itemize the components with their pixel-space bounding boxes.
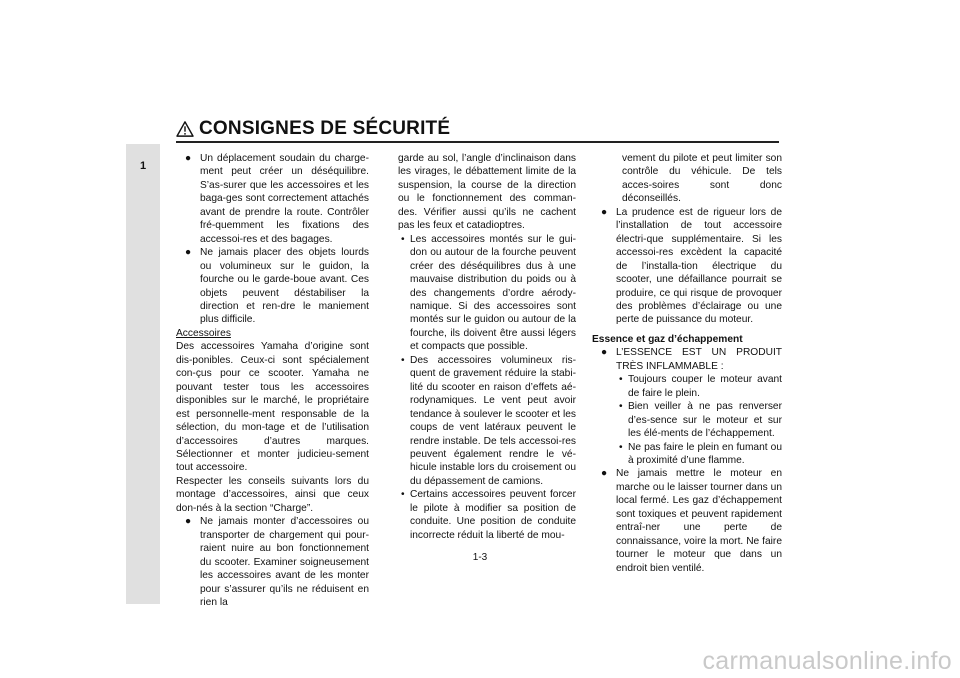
bullet-dot-icon: ● bbox=[601, 206, 608, 218]
sub-bullet-text: Toujours couper le moteur avant de faire le plein. bbox=[628, 374, 782, 399]
bullet-item bbox=[592, 206, 782, 327]
bullet-text: Ne jamais placer des objets lourds ou volumineux sur le guidon, la fourche ou le garde-boue avant. Ces objets peuvent déstabiliser la direction et ren-dre le maniement plus difficile. bbox=[200, 247, 369, 326]
sub-bullet-text: Ne pas faire le plein en fumant ou à proximité d’une flamme. bbox=[628, 441, 782, 466]
sub-bullet-item bbox=[398, 233, 576, 354]
chapter-tab-number: 1 bbox=[139, 160, 147, 172]
sub-bullet-icon: • bbox=[401, 233, 405, 245]
bullet-item bbox=[592, 346, 782, 373]
sub-bullet-item bbox=[592, 441, 782, 468]
page-header bbox=[176, 118, 450, 140]
section-heading-accessoires: Accessoires bbox=[176, 327, 231, 339]
sub-bullet-icon: • bbox=[619, 374, 623, 386]
paragraph: garde au sol, l’angle d’inclinaison dans les virages, le débattement limite de la suspension, la course de la direction ou le fonctionnement des comman-des. Vérifier aussi qu’ils ne cachent pas les feux et catadioptres. bbox=[398, 153, 576, 232]
bullet-dot-icon: ● bbox=[185, 153, 192, 164]
bullet-dot-icon: ● bbox=[185, 516, 192, 528]
column-1 bbox=[176, 152, 369, 609]
column-3 bbox=[592, 152, 782, 575]
bullet-item bbox=[176, 246, 369, 327]
sub-bullet-icon: • bbox=[619, 441, 623, 453]
paragraph: Respecter les conseils suivants lors du montage d’accessoires, ainsi que ceux don-nés à la section “Charge”. bbox=[176, 475, 369, 514]
page-number: 1-3 bbox=[472, 552, 488, 563]
warning-triangle-icon bbox=[176, 121, 194, 137]
bullet-dot-icon: ● bbox=[601, 468, 608, 480]
bullet-text: Ne jamais mettre le moteur en marche ou le laisser tourner dans un local fermé. Les gaz d’échappement sont toxiques et peuvent rapidement entraî-ner une perte de connaissance, voire la mort. Ne faire tourner le moteur que dans un endroit bien ventilé. bbox=[616, 468, 782, 574]
sub-bullet-icon: • bbox=[619, 401, 623, 413]
header-rule bbox=[176, 141, 779, 143]
page-title: CONSIGNES DE SÉCURITÉ bbox=[199, 118, 451, 139]
sub-bullet-item bbox=[398, 354, 576, 489]
bullet-text: Un déplacement soudain du charge-ment peut créer un déséquilibre. S’as-surer que les accessoires et les baga-ges sont correctement attachés avant de prendre la route. Contrôler fré-quemment les fixations des accessoi-res et des bagages. bbox=[200, 153, 369, 245]
bullet-dot-icon: ● bbox=[601, 347, 608, 359]
bullet-dot-icon: ● bbox=[185, 247, 192, 259]
sub-bullet-icon: • bbox=[401, 489, 405, 501]
bullet-item bbox=[176, 152, 369, 246]
bullet-text: La prudence est de rigueur lors de l’installation de tout accessoire électri-que supplémentaire. Si les accessoi-res excèdent la capacité de l’installa-tion électrique du scooter, une défaillance pourrait se produire, ce qui risque de provoquer des problèmes d’éclairage ou une perte de puissance du moteur. bbox=[616, 206, 782, 326]
watermark: carmanualsonline.info bbox=[702, 647, 952, 675]
sub-bullet-item bbox=[398, 488, 576, 542]
sub-bullet-text: Certains accessoires peuvent forcer le pilote à modifier sa position de conduite. Une position de conduite incorrecte réduit la liberté de mou- bbox=[410, 489, 576, 541]
section-heading-essence: Essence et gaz d’échappement bbox=[592, 333, 743, 345]
bullet-text: Ne jamais monter d’accessoires ou transporter de chargement qui pour-raient nuire au bon fonctionnement du scooter. Examiner soigneusement les accessoires avant de les monter pour s’assurer qu’ils ne réduisent en rien la bbox=[200, 516, 369, 608]
sub-bullet-item bbox=[592, 373, 782, 400]
chapter-tab bbox=[126, 144, 160, 604]
sub-bullet-text: Des accessoires volumineux ris-quent de gravement réduire la stabi-lité du scooter en raison d’effets aé-rodynamiques. Le vent peut avoir tendance à soulever le scooter et les coups de vent latéraux peuvent le rendre instable. De tels accessoi-res peuvent également rendre le vé-hicule instable lors du croisement ou du dépassement de camions. bbox=[410, 354, 576, 487]
sub-bullet-icon: • bbox=[401, 354, 405, 366]
paragraph: vement du pilote et peut limiter son contrôle du véhicule. De tels acces-soires sont donc déconseillés. bbox=[622, 153, 782, 205]
sub-bullet-text: Les accessoires montés sur le gui-don ou autour de la fourche peuvent créer des déséquilibres dus à une mauvaise distribution du poids ou à des changements d’ordre aérody-namique. Si des accessoires sont montés sur le guidon ou autour de la fourche, ils doivent être aussi légers et compacts que possible. bbox=[410, 233, 576, 353]
sub-bullet-item bbox=[592, 400, 782, 440]
paragraph: Des accessoires Yamaha d’origine sont dis-ponibles. Ceux-ci sont spécialement con-çus pour ce scooter. Yamaha ne pouvant tester tous les accessoires disponibles sur le marché, le propriétaire est personnelle-ment responsable de la sélection, du mon-tage et de l’utilisation d’accessoires d’autres marques. Sélectionner et monter judicieu-sement tout accessoire. bbox=[176, 341, 369, 474]
sub-bullet-text: Bien veiller à ne pas renverser d’es-sence sur le moteur et sur les élé-ments de l’échappement. bbox=[628, 401, 782, 440]
bullet-text: L’ESSENCE EST UN PRODUIT TRÈS INFLAMMABLE : bbox=[616, 347, 782, 372]
column-2 bbox=[398, 152, 576, 542]
